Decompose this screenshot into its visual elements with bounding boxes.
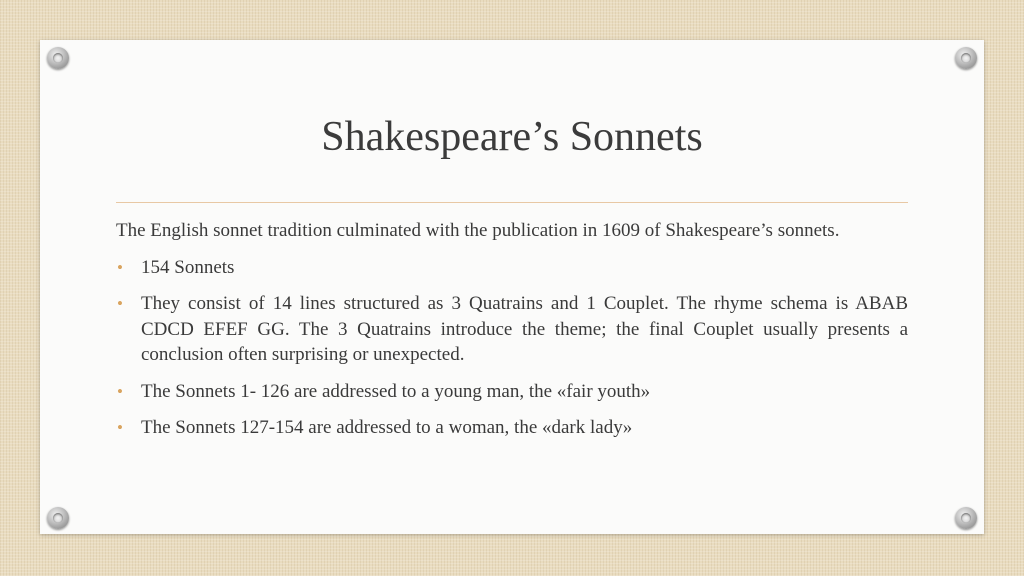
grommet-icon [47,47,69,69]
grommet-icon [955,507,977,529]
intro-paragraph: The English sonnet tradition culminated with the publication in 1609 of Shakespeare’s sonnets. [116,220,840,241]
bullet-list [116,255,908,441]
title-divider [116,202,908,203]
slide-card [40,40,984,534]
bullet-text: They consist of 14 lines structured as 3 Quatrains and 1 Couplet. The rhyme schema is ABAB CDCD EFEF GG. The 3 Quatrains introduce the theme; the final Couplet usually presents a conclusion often surprising or unexpected. [141,293,908,365]
bullet-item [116,291,908,368]
grommet-icon [955,47,977,69]
bullet-item [116,379,908,405]
slide-body [116,218,908,452]
bullet-icon: • [117,257,123,277]
bullet-text: The Sonnets 127-154 are addressed to a woman, the «dark lady» [141,417,633,438]
bullet-text: The Sonnets 1- 126 are addressed to a young man, the «fair youth» [141,380,651,402]
slide-title: Shakespeare’s Sonnets [321,114,703,160]
bullet-icon: • [117,381,123,401]
bullet-item [116,255,908,281]
bullet-item [116,415,908,441]
bullet-icon: • [117,418,123,437]
bullet-icon: • [117,294,123,313]
bullet-text: 154 Sonnets [141,256,235,278]
grommet-icon [47,507,69,529]
